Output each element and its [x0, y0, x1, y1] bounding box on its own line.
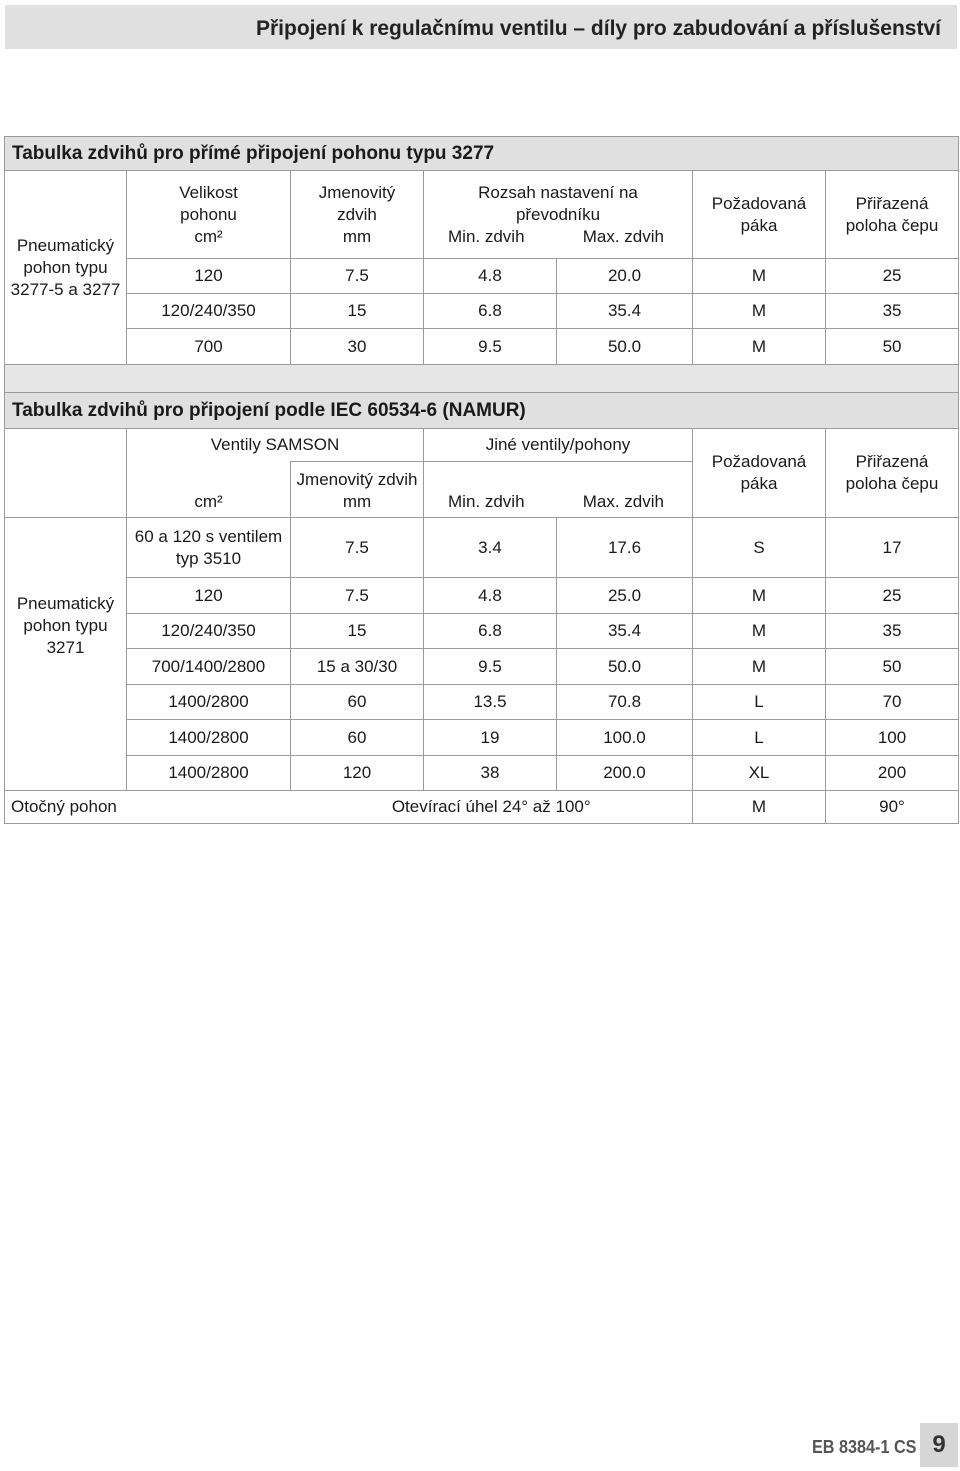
col-max-stroke: Max. zdvih — [582, 492, 664, 511]
cell: 1400/2800 — [127, 685, 291, 720]
cell: 3.4 — [424, 518, 557, 578]
cell: 4.8 — [424, 578, 557, 614]
col-size-line1: Velikost — [179, 182, 238, 202]
col-stroke-unit: mm — [342, 226, 372, 246]
col-max-stroke: Max. zdvih — [582, 226, 664, 246]
cell: 6.8 — [424, 294, 557, 329]
cell: 70.8 — [557, 685, 693, 720]
col-stroke-line1: Jmenovitý — [318, 182, 396, 202]
cell: 13.5 — [424, 685, 557, 720]
col-size — [127, 171, 291, 259]
table-row — [5, 685, 959, 720]
rotary-actuator-label: Otočný pohon — [5, 791, 291, 824]
col-other: Jiné ventily/pohony — [424, 429, 693, 462]
cell: 700/1400/2800 — [127, 649, 291, 685]
table-caption: Tabulka zdvihů pro připojení podle IEC 60534-6 (NAMUR) — [5, 393, 959, 429]
cell: 50 — [826, 649, 959, 685]
col-min-stroke: Min. zdvih — [448, 492, 525, 511]
table-row — [5, 329, 959, 365]
cell — [5, 518, 127, 578]
col-pin: Přiřazená poloha čepu — [826, 429, 959, 518]
cell: 17.6 — [557, 518, 693, 578]
cell: 9.5 — [424, 649, 557, 685]
cell: 30 — [291, 329, 424, 365]
cell: 35 — [826, 294, 959, 329]
cell: S — [693, 518, 826, 578]
cell: 120 — [127, 578, 291, 614]
cell: 35.4 — [557, 294, 693, 329]
cell: 200 — [826, 756, 959, 791]
cell: 25 — [826, 578, 959, 614]
cell: 15 — [291, 294, 424, 329]
header-blank — [5, 429, 127, 518]
cell: 90° — [826, 791, 959, 824]
actuator-label: Pneumatický pohon typu 3277-5 a 3277 — [5, 171, 127, 365]
table-row — [5, 259, 959, 294]
cell: 15 a 30/30 — [291, 649, 424, 685]
col-min-stroke: Min. zdvih — [448, 226, 525, 246]
page-title: Připojení k regulačnímu ventilu – díly pro zabudování a příslušenství — [256, 17, 941, 40]
col-stroke-line2: zdvih — [337, 204, 377, 224]
cell: L — [693, 720, 826, 756]
col-size-unit: cm² — [127, 462, 291, 518]
cell: 7.5 — [291, 518, 424, 578]
page-number: 9 — [920, 1423, 958, 1467]
cell: 35 — [826, 614, 959, 649]
page-header — [5, 5, 957, 49]
stroke-table-namur — [4, 392, 959, 824]
cell: 25 — [826, 259, 959, 294]
col-size-unit: cm² — [194, 226, 223, 246]
table-caption: Tabulka zdvihů pro přímé připojení pohonu typu 3277 — [5, 137, 959, 171]
cell: 100.0 — [557, 720, 693, 756]
cell: 7.5 — [291, 259, 424, 294]
cell: M — [693, 791, 826, 824]
cell: 50 — [826, 329, 959, 365]
cell: 35.4 — [557, 614, 693, 649]
table-row — [5, 578, 959, 614]
table-row — [5, 614, 959, 649]
cell: 15 — [291, 614, 424, 649]
table-row — [5, 720, 959, 756]
table-row — [5, 756, 959, 791]
cell: 38 — [424, 756, 557, 791]
cell: M — [693, 614, 826, 649]
col-lever: Požadovaná páka — [693, 429, 826, 518]
col-stroke — [291, 171, 424, 259]
cell: 25.0 — [557, 578, 693, 614]
cell: M — [693, 294, 826, 329]
cell: 50.0 — [557, 329, 693, 365]
cell: M — [693, 259, 826, 294]
cell: L — [693, 685, 826, 720]
document-number: EB 8384-1 CS — [812, 1437, 917, 1457]
cell: 1400/2800 — [127, 756, 291, 791]
col-samson: Ventily SAMSON — [127, 429, 424, 462]
cell: M — [693, 578, 826, 614]
cell: 200.0 — [557, 756, 693, 791]
col-stroke: Jmenovitý zdvih mm — [291, 462, 424, 518]
cell: 1400/2800 — [127, 720, 291, 756]
cell: 20.0 — [557, 259, 693, 294]
rotary-angle: Otevírací úhel 24° až 100° — [291, 791, 693, 824]
cell: 60 — [291, 720, 424, 756]
cell: 6.8 — [424, 614, 557, 649]
cell: 120 — [291, 756, 424, 791]
table-row — [5, 791, 959, 824]
table-row — [5, 518, 959, 578]
stroke-table-3277 — [4, 136, 959, 397]
actuator-label: Pneumatický pohon typu 3271 — [5, 578, 127, 791]
cell: M — [693, 649, 826, 685]
col-range — [424, 171, 693, 259]
col-pin: Přiřazená poloha čepu — [826, 171, 959, 259]
cell: 7.5 — [291, 578, 424, 614]
table-row — [5, 649, 959, 685]
cell: 120 — [127, 259, 291, 294]
col-range — [424, 462, 693, 518]
cell: M — [693, 329, 826, 365]
cell: 19 — [424, 720, 557, 756]
cell: 4.8 — [424, 259, 557, 294]
cell: XL — [693, 756, 826, 791]
cell: 100 — [826, 720, 959, 756]
table-row — [5, 294, 959, 329]
cell: 70 — [826, 685, 959, 720]
cell: 9.5 — [424, 329, 557, 365]
col-size-line2: pohonu — [180, 204, 237, 224]
cell: 60 a 120 s ventilem typ 3510 — [127, 518, 291, 578]
cell: 700 — [127, 329, 291, 365]
col-range-line2: převodníku — [515, 204, 601, 224]
cell: 50.0 — [557, 649, 693, 685]
cell: 17 — [826, 518, 959, 578]
cell: 120/240/350 — [127, 614, 291, 649]
col-range-line1: Rozsah nastavení na — [478, 182, 638, 202]
cell: 120/240/350 — [127, 294, 291, 329]
col-lever: Požadovaná páka — [693, 171, 826, 259]
cell: 60 — [291, 685, 424, 720]
